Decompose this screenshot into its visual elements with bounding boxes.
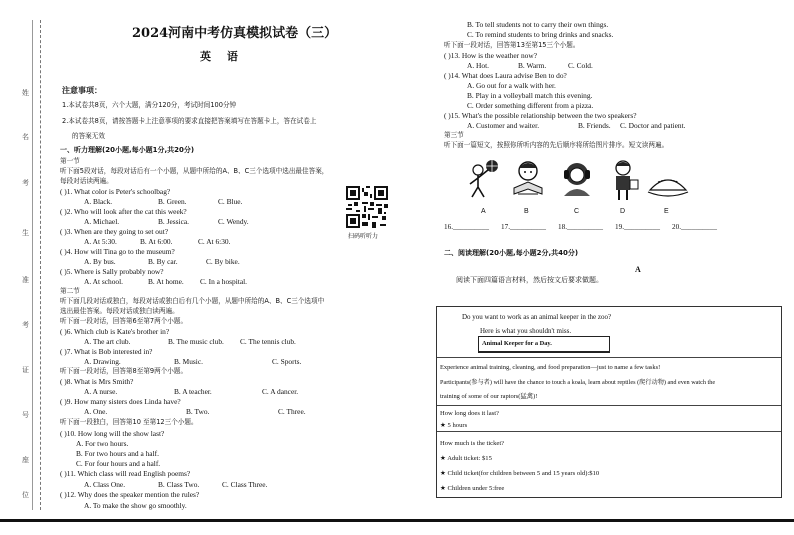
option-a[interactable]: A. For two hours. <box>76 439 129 448</box>
question-stem: ( )9. How many sisters does Linda have? <box>60 397 181 406</box>
option-c[interactable]: C. Doctor and patient. <box>620 121 686 130</box>
picture-label: C <box>574 208 580 215</box>
question-stem: ( )6. Which club is Kate's brother in? <box>60 327 170 336</box>
ad-subheading: Here is what you shouldn't miss. <box>480 327 572 335</box>
option-a[interactable]: A. Drawing. <box>84 357 121 366</box>
ad-row-divider <box>437 431 781 432</box>
option-b[interactable]: B. By car. <box>148 257 178 266</box>
option-c[interactable]: C. A dancer. <box>262 387 299 396</box>
question-stem: ( )14. What does Laura advise Ben to do? <box>444 71 567 80</box>
margin-char: 座 <box>22 456 29 464</box>
ad-row-divider <box>437 357 781 358</box>
option-c[interactable]: C. By bike. <box>206 257 240 266</box>
part-label: 第一节 <box>60 157 80 165</box>
part-instructions: 听下面几段对话或独白，每段对话或独白后有几个小题，从题中所给的A、B、C三个选项中 <box>60 297 325 305</box>
margin-char: 考 <box>22 179 29 187</box>
option-c[interactable]: C. At 6:30. <box>198 237 231 246</box>
question-stem: ( )4. How will Tina go to the museum? <box>60 247 175 256</box>
option-c[interactable]: C. In a hospital. <box>200 277 248 286</box>
answer-blank[interactable]: 17.__________ <box>501 223 546 231</box>
option-b[interactable]: B. Jessica. <box>158 217 189 226</box>
picture-label: B <box>524 208 529 215</box>
binding-margin <box>0 0 48 520</box>
option-a[interactable]: A. One. <box>84 407 108 416</box>
part-label: 第二节 <box>60 287 80 295</box>
picture-label: D <box>620 208 626 215</box>
option-b[interactable]: B. Play in a volleyball match this evening. <box>467 91 593 100</box>
option-b[interactable]: B. Two. <box>186 407 210 416</box>
option-c[interactable]: C. The tennis club. <box>240 337 296 346</box>
ad-question: How long does it last? <box>440 410 499 417</box>
margin-char: 生 <box>22 229 29 237</box>
answer-blank[interactable]: 19.__________ <box>615 223 660 231</box>
question-stem: ( )7. What is Bob interested in? <box>60 347 153 356</box>
question-stem: ( )1. What color is Peter's schoolbag? <box>60 187 171 196</box>
option-c[interactable]: C. Three. <box>278 407 306 416</box>
option-c[interactable]: C. Sports. <box>272 357 302 366</box>
option-b[interactable]: B. Class Two. <box>158 480 200 489</box>
question-stem: ( )12. Why does the speaker mention the rules? <box>60 490 200 499</box>
picture-b-boy-reading <box>508 158 548 200</box>
picture-c-girl-headphones <box>556 158 598 200</box>
option-c[interactable]: C. Cold. <box>568 61 593 70</box>
part-instructions: 听下面5段对话，每段对话后有一个小题，从题中所给的A、B、C三个选项中选出最佳答案， <box>60 167 329 175</box>
option-a[interactable]: A. At 5:30. <box>84 237 117 246</box>
ad-heading: Do you want to work as an animal keeper in the zoo? <box>462 313 612 321</box>
ad-description: Experience animal training, cleaning, and food preparation—just to name a few tasks! <box>440 364 661 371</box>
question-stem: ( )5. Where is Sally probably now? <box>60 267 164 276</box>
answer-blank[interactable]: 18.__________ <box>558 223 603 231</box>
part-instructions: 听下面一篇短文，按照你所听内容的先后顺序将所给图片排序。短文读两遍。 <box>444 141 669 149</box>
question-stem: ( )8. What is Mrs Smith? <box>60 377 134 386</box>
picture-label: A <box>481 208 486 215</box>
note-item: 的答案无效 <box>72 132 105 140</box>
ad-description: training of some of our raptors(猛禽)! <box>440 393 538 400</box>
option-b[interactable]: B. Warm. <box>518 61 547 70</box>
option-a[interactable]: A. By bus. <box>84 257 116 266</box>
subject-title: 英 语 <box>200 50 244 63</box>
ad-ticket-price: ★ Child ticket(for children between 5 and 15 years old):$10 <box>440 470 600 477</box>
ad-ticket-price: ★ Children under 5:free <box>440 485 505 492</box>
question-stem: ( )11. Which class will read English poems? <box>60 469 191 478</box>
picture-a-basketball <box>462 158 502 200</box>
ad-answer: ★ 5 hours <box>440 422 468 429</box>
margin-char: 姓 <box>22 89 29 97</box>
picture-e-hat-toy <box>646 168 690 202</box>
option-a[interactable]: A. A nurse. <box>84 387 118 396</box>
qr-label: 扫码听听力 <box>348 233 379 240</box>
option-b[interactable]: B. A teacher. <box>174 387 212 396</box>
question-stem: ( )13. How is the weather now? <box>444 51 537 60</box>
margin-char: 准 <box>22 276 29 284</box>
section-heading: 二、阅读理解(20小题,每小题2分,共40分) <box>444 249 579 257</box>
option-c[interactable]: C. Wendy. <box>218 217 249 226</box>
margin-dashed-line <box>40 20 41 510</box>
option-c[interactable]: C. To remind students to bring drinks and snacks. <box>467 30 614 39</box>
reading-instructions: 阅读下面四篇语言材料，然后按文后要求做题。 <box>456 276 603 284</box>
dialog-instructions: 听下面一段对话，回答第6至第7两个小题。 <box>60 317 188 325</box>
option-c[interactable]: C. For four hours and a half. <box>76 459 161 468</box>
option-a[interactable]: A. Customer and waiter. <box>467 121 540 130</box>
picture-d-boy-shopping <box>606 158 640 202</box>
option-b[interactable]: B. Green. <box>158 197 187 206</box>
option-b[interactable]: B. Friends. <box>578 121 611 130</box>
notes-heading: 注意事项： <box>62 86 102 95</box>
note-item: 1.本试卷共8页，六个大题，满分120分，考试时间100分钟 <box>62 101 237 109</box>
ad-banner-text: Animal Keeper for a Day. <box>482 340 552 347</box>
qr-code-icon[interactable] <box>346 186 388 228</box>
option-c[interactable]: C. Order something different from a pizza. <box>467 101 594 110</box>
part-instructions: 选出最佳答案。每段对话或独白读两遍。 <box>60 307 179 315</box>
section-heading: 一、听力理解(20小题,每小题1分,共20分) <box>60 146 195 154</box>
margin-char: 证 <box>22 366 29 374</box>
option-a[interactable]: A. Go out for a walk with her. <box>467 81 556 90</box>
option-a[interactable]: A. At school. <box>84 277 124 286</box>
passage-label: A <box>635 265 641 274</box>
option-b[interactable]: B. For two hours and a half. <box>76 449 159 458</box>
option-b[interactable]: B. At 6:00. <box>140 237 173 246</box>
question-stem: ( )3. When are they going to set out? <box>60 227 169 236</box>
margin-char: 考 <box>22 321 29 329</box>
option-a[interactable]: A. Class One. <box>84 480 126 489</box>
option-c[interactable]: C. Class Three. <box>222 480 268 489</box>
margin-char: 名 <box>22 133 29 141</box>
note-item: 2.本试卷共8页，请按答题卡上注意事项的要求直接把答案填写在答题卡上，答在试卷上 <box>62 117 317 125</box>
option-a[interactable]: A. Black. <box>84 197 113 206</box>
ad-ticket-price: ★ Adult ticket: $15 <box>440 455 492 462</box>
page-title: 2024河南中考仿真模拟试卷（三） <box>132 26 338 41</box>
part-label: 第三节 <box>444 131 464 139</box>
option-a[interactable]: A. Michael. <box>84 217 120 226</box>
option-a[interactable]: A. Hot. <box>467 61 489 70</box>
part-instructions: 每段对话读两遍。 <box>60 177 113 185</box>
margin-char: 位 <box>22 491 29 499</box>
question-stem: ( )10. How long will the show last? <box>60 429 165 438</box>
option-b[interactable]: B. To tell students not to carry their own things. <box>467 20 609 29</box>
option-b[interactable]: B. At home. <box>148 277 184 286</box>
question-stem: ( )15. What's the possible relationship between the two speakers? <box>444 111 637 120</box>
option-b[interactable]: B. The music club. <box>168 337 224 346</box>
bottom-rule <box>0 519 794 522</box>
dialog-instructions: 听下面一段独白，回答第10 至第12三个小题。 <box>60 418 198 426</box>
margin-solid-line <box>32 20 33 510</box>
option-a[interactable]: A. The art club. <box>84 337 131 346</box>
answer-blank[interactable]: 20.__________ <box>672 223 717 231</box>
option-b[interactable]: B. Music. <box>174 357 203 366</box>
ad-question: How much is the ticket? <box>440 440 505 447</box>
ad-description: Participants(参与者) will have the chance to touch a koala, learn about reptiles (爬行动物) and even watch the <box>440 379 716 386</box>
question-stem: ( )2. Who will look after the cat this week? <box>60 207 187 216</box>
dialog-instructions: 听下面一段对话，回答第13至第15三个小题。 <box>444 41 580 49</box>
ad-row-divider <box>437 405 781 406</box>
option-c[interactable]: C. Blue. <box>218 197 243 206</box>
option-a[interactable]: A. To make the show go smoothly. <box>84 501 187 510</box>
dialog-instructions: 听下面一段对话，回答第8至第9两个小题。 <box>60 367 188 375</box>
margin-char: 号 <box>22 411 29 419</box>
answer-blank[interactable]: 16.__________ <box>444 223 489 231</box>
picture-label: E <box>664 208 669 215</box>
